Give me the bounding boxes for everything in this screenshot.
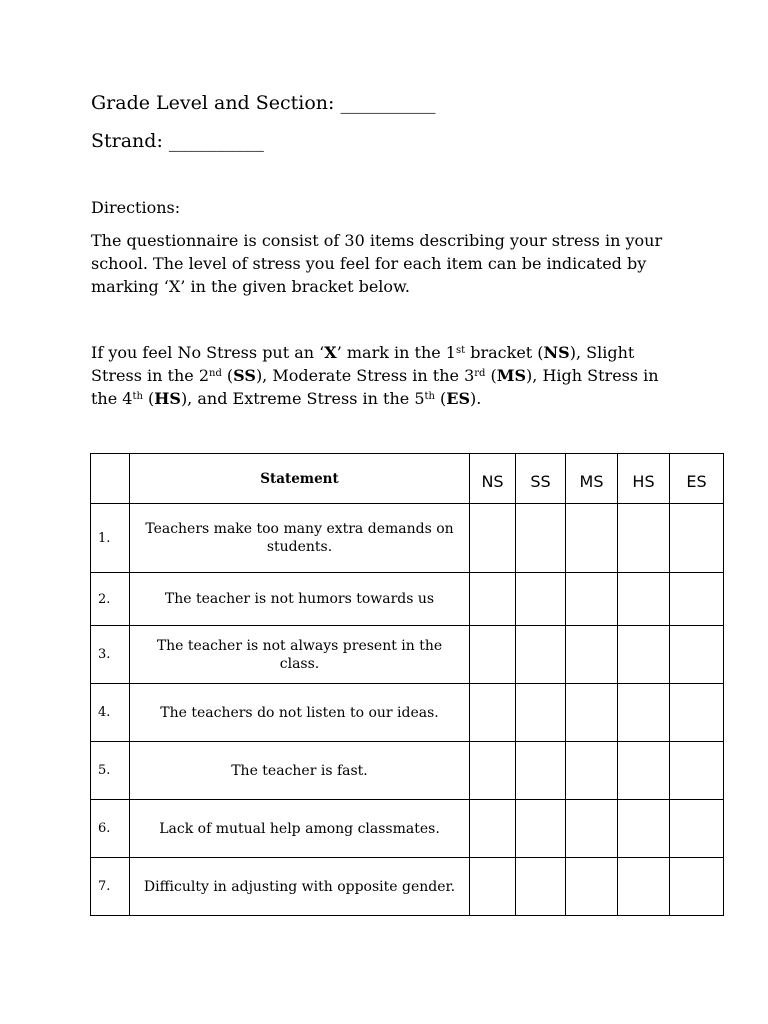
row-statement: The teacher is fast.: [130, 742, 470, 800]
ns-bracket[interactable]: [470, 858, 516, 916]
ss-bracket[interactable]: [516, 742, 566, 800]
ms-bracket[interactable]: [566, 858, 618, 916]
ns-bracket[interactable]: [470, 626, 516, 684]
strand-line: [91, 130, 264, 152]
ms-bracket[interactable]: [566, 684, 618, 742]
row-number: 1.: [91, 504, 130, 573]
ss-column-header: SS: [516, 454, 566, 504]
directions-paragraph: The questionnaire is consist of 30 items describing your stress in your school. The level of stress you feel for each item can be indicated by marking ‘X’ in the given bracket below.: [91, 231, 663, 296]
row-statement: Teachers make too many extra demands on students.: [130, 504, 470, 573]
hs-bracket[interactable]: [618, 684, 670, 742]
hs-bracket[interactable]: [618, 742, 670, 800]
grade-level-blank: __________: [340, 92, 436, 114]
hs-bracket[interactable]: [618, 573, 670, 626]
table-row: [91, 800, 724, 858]
ns-bracket[interactable]: [470, 684, 516, 742]
es-bracket[interactable]: [670, 626, 724, 684]
row-statement: The teacher is not always present in the class.: [130, 626, 470, 684]
es-bracket[interactable]: [670, 504, 724, 573]
hs-column-header: HS: [618, 454, 670, 504]
ns-bracket[interactable]: [470, 573, 516, 626]
hs-bracket[interactable]: [618, 626, 670, 684]
row-number: 2.: [91, 573, 130, 626]
ms-column-header: MS: [566, 454, 618, 504]
grade-level-label: Grade Level and Section:: [91, 92, 335, 114]
stress-table: [90, 453, 724, 916]
table-row: [91, 573, 724, 626]
ss-bracket[interactable]: [516, 858, 566, 916]
ss-bracket[interactable]: [516, 684, 566, 742]
table-row: [91, 858, 724, 916]
ms-bracket[interactable]: [566, 573, 618, 626]
row-number: 3.: [91, 626, 130, 684]
strand-blank: __________: [168, 130, 264, 152]
hs-bracket[interactable]: [618, 858, 670, 916]
ss-bracket[interactable]: [516, 800, 566, 858]
hs-bracket[interactable]: [618, 504, 670, 573]
row-number: 4.: [91, 684, 130, 742]
ss-bracket[interactable]: [516, 504, 566, 573]
es-bracket[interactable]: [670, 742, 724, 800]
table-row: [91, 742, 724, 800]
ms-bracket[interactable]: [566, 742, 618, 800]
table-row: [91, 684, 724, 742]
ms-bracket[interactable]: [566, 504, 618, 573]
instructions-paragraph: If you feel No Stress put an ‘X’ mark in the 1st bracket (NS), Slight Stress in the 2nd (SS), Moderate Stress in the 3rd (MS), High Stress in the 4th (HS), and Extreme Stress in the 5th (ES).: [91, 343, 659, 408]
ns-column-header: NS: [470, 454, 516, 504]
ms-bracket[interactable]: [566, 626, 618, 684]
grade-level-line: [91, 92, 436, 114]
es-column-header: ES: [670, 454, 724, 504]
ns-bracket[interactable]: [470, 504, 516, 573]
es-bracket[interactable]: [670, 800, 724, 858]
row-statement: Lack of mutual help among classmates.: [130, 800, 470, 858]
row-statement: Difficulty in adjusting with opposite gender.: [130, 858, 470, 916]
row-statement: The teachers do not listen to our ideas.: [130, 684, 470, 742]
number-column-header: [91, 454, 130, 504]
table-row: [91, 626, 724, 684]
row-statement: The teacher is not humors towards us: [130, 573, 470, 626]
table-header-row: [91, 454, 724, 504]
ss-bracket[interactable]: [516, 573, 566, 626]
es-bracket[interactable]: [670, 684, 724, 742]
row-number: 7.: [91, 858, 130, 916]
ss-bracket[interactable]: [516, 626, 566, 684]
hs-bracket[interactable]: [618, 800, 670, 858]
ms-bracket[interactable]: [566, 800, 618, 858]
statement-column-header: Statement: [130, 454, 470, 504]
strand-label: Strand:: [91, 130, 163, 152]
ns-bracket[interactable]: [470, 742, 516, 800]
row-number: 5.: [91, 742, 130, 800]
es-bracket[interactable]: [670, 573, 724, 626]
es-bracket[interactable]: [670, 858, 724, 916]
directions-title: Directions:: [91, 198, 181, 217]
ns-bracket[interactable]: [470, 800, 516, 858]
table-row: [91, 504, 724, 573]
row-number: 6.: [91, 800, 130, 858]
